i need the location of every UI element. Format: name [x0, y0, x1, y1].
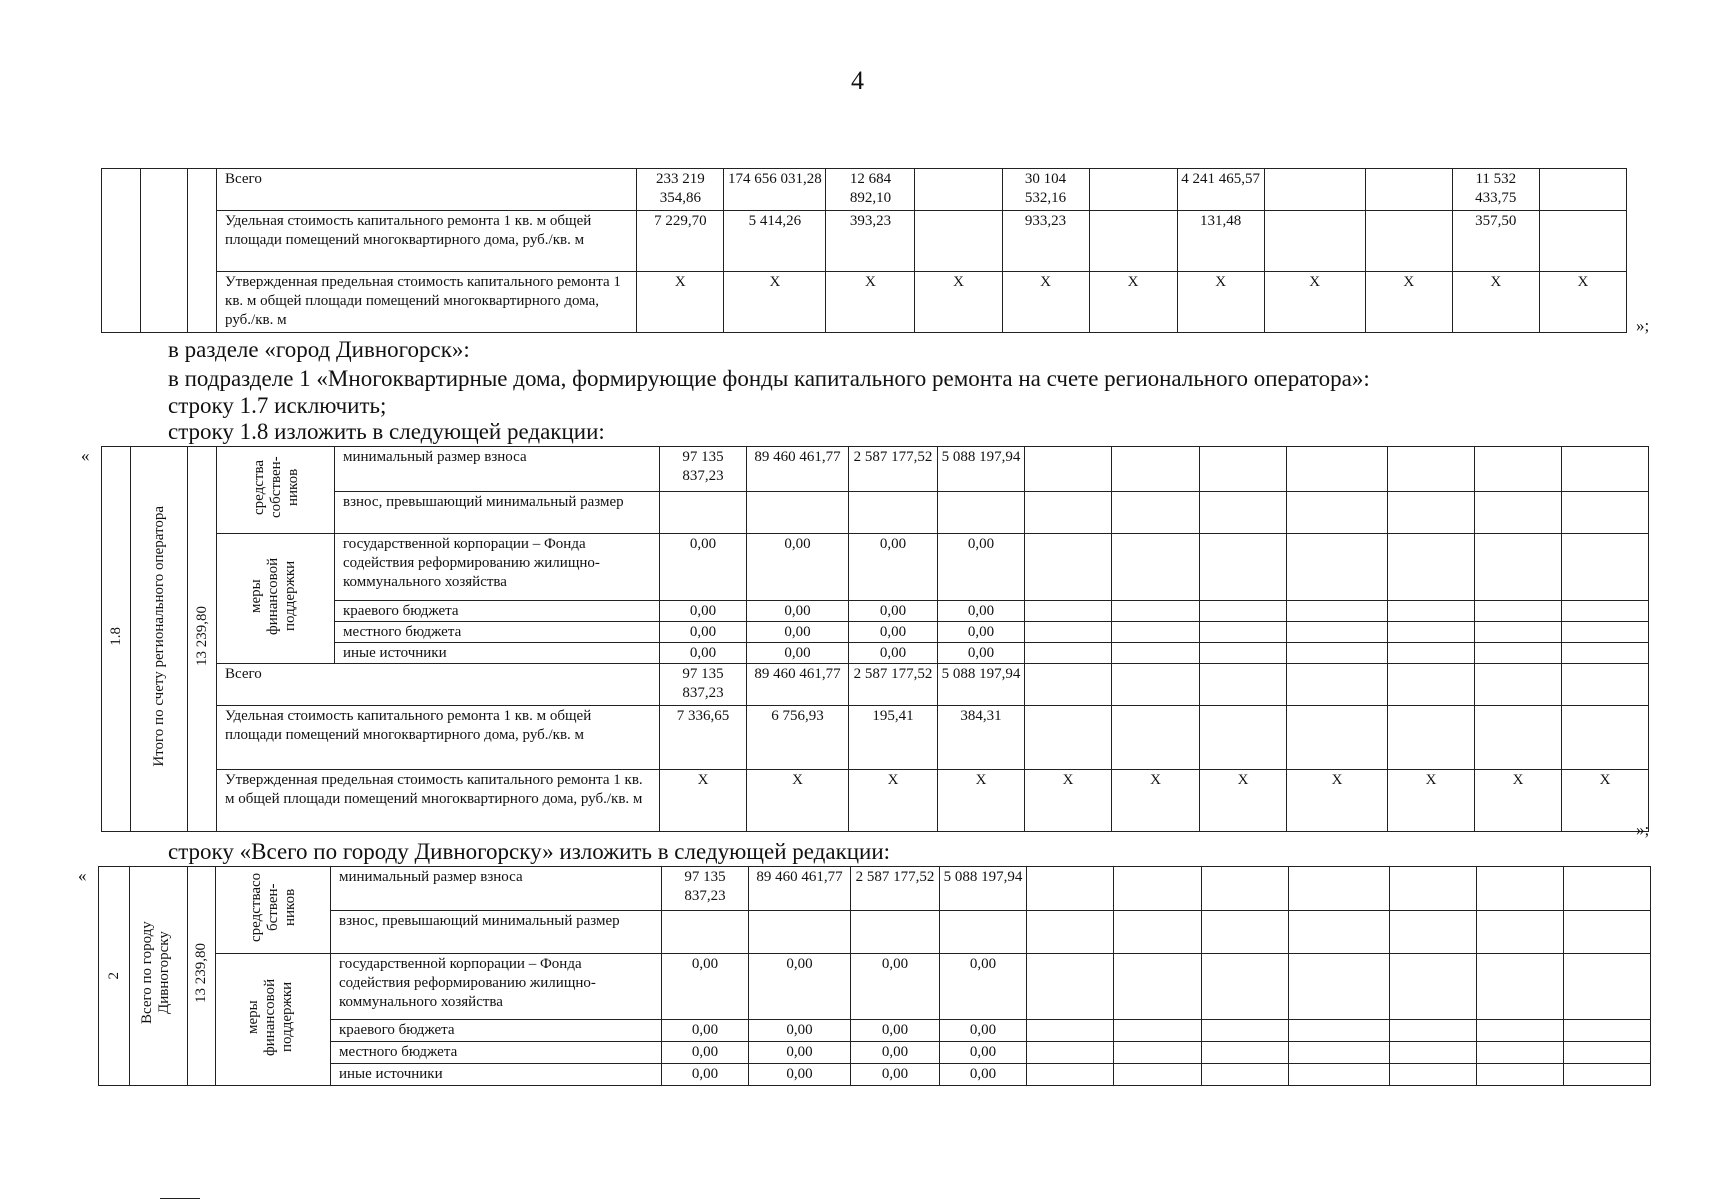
- empty-cell: [1388, 601, 1475, 622]
- value-cell: 0,00: [660, 643, 747, 664]
- value-cell: 0,00: [747, 534, 849, 601]
- empty-cell: [1202, 1064, 1289, 1086]
- empty-cell: [1564, 867, 1651, 911]
- value-cell: 0,00: [940, 1064, 1027, 1086]
- value-cell: 5 088 197,94: [938, 447, 1025, 492]
- num-cell: [102, 169, 141, 333]
- empty-cell: [1202, 911, 1289, 954]
- value-cell: [1089, 211, 1177, 272]
- value-cell: 0,00: [938, 534, 1025, 601]
- empty-cell: [1562, 491, 1649, 534]
- empty-cell: [1477, 954, 1564, 1020]
- empty-cell: [1564, 911, 1651, 954]
- value-cell: 5 088 197,94: [938, 664, 1025, 706]
- value-cell: 195,41: [849, 706, 938, 770]
- row-number: 2: [99, 867, 130, 1086]
- value-cell: 89 460 461,77: [747, 664, 849, 706]
- empty-cell: [1562, 643, 1649, 664]
- empty-cell: [1114, 1020, 1202, 1042]
- empty-cell: [1562, 622, 1649, 643]
- table-row: [99, 1042, 1651, 1064]
- empty-cell: [1562, 601, 1649, 622]
- value-cell: X: [938, 770, 1025, 832]
- empty-cell: [1025, 447, 1112, 492]
- value-cell: 6 756,93: [747, 706, 849, 770]
- value-cell: [1539, 211, 1626, 272]
- value-cell: 0,00: [940, 1020, 1027, 1042]
- empty-cell: [1289, 1042, 1390, 1064]
- table-total-city: [98, 866, 1651, 1086]
- table-row: [102, 770, 1649, 832]
- empty-cell: [1025, 534, 1112, 601]
- value-cell: 89 460 461,77: [747, 447, 849, 492]
- value-cell: 97 135 837,23: [660, 664, 747, 706]
- value-cell: 357,50: [1452, 211, 1539, 272]
- value-cell: 12 684 892,10: [826, 169, 915, 211]
- value-cell: 0,00: [660, 534, 747, 601]
- empty-cell: [1202, 954, 1289, 1020]
- value-cell: X: [826, 272, 915, 333]
- empty-cell: [1390, 867, 1477, 911]
- row-label: иные источники: [335, 643, 660, 664]
- empty-cell: [1475, 601, 1562, 622]
- value-cell: X: [849, 770, 938, 832]
- value-cell: 2 587 177,52: [849, 664, 938, 706]
- table-row: [102, 706, 1649, 770]
- empty-cell: [1287, 706, 1388, 770]
- empty-cell: [1287, 447, 1388, 492]
- owners-funds-group: средства собствен-ников: [217, 447, 335, 534]
- value-cell: [1365, 169, 1452, 211]
- value-cell: X: [747, 770, 849, 832]
- empty-cell: [1025, 643, 1112, 664]
- value-cell: X: [637, 272, 724, 333]
- empty-cell: [1562, 534, 1649, 601]
- area-value: 13 239,80: [188, 447, 217, 832]
- value-cell: X: [1264, 272, 1365, 333]
- empty-cell: [1287, 664, 1388, 706]
- empty-cell: [1112, 706, 1200, 770]
- value-cell: 131,48: [1177, 211, 1264, 272]
- value-cell: 5 414,26: [724, 211, 826, 272]
- row-name: Всего по городу Дивногорску: [130, 867, 188, 1086]
- value-cell: [915, 211, 1002, 272]
- empty-cell: [1562, 706, 1649, 770]
- value-cell: X: [1562, 770, 1649, 832]
- value-cell: [662, 911, 749, 954]
- empty-cell: [1289, 867, 1390, 911]
- empty-cell: [1025, 601, 1112, 622]
- value-cell: 0,00: [749, 954, 851, 1020]
- value-cell: [1264, 211, 1365, 272]
- empty-cell: [1564, 1064, 1651, 1086]
- empty-cell: [1027, 1042, 1114, 1064]
- table-row: [102, 272, 1627, 333]
- row-label: Удельная стоимость капитального ремонта 1 кв. м общей площади помещений многоквартирного дома, руб./кв. м: [217, 706, 660, 770]
- empty-cell: [1564, 1042, 1651, 1064]
- value-cell: 0,00: [660, 622, 747, 643]
- empty-cell: [1388, 706, 1475, 770]
- empty-cell: [1289, 954, 1390, 1020]
- row-label: государственной корпорации – Фонда содействия реформированию жилищно-коммунального хозяйства: [335, 534, 660, 601]
- paragraph-row-total-city: строку «Всего по городу Дивногорску» изложить в следующей редакции:: [168, 839, 891, 864]
- value-cell: [851, 911, 940, 954]
- value-cell: 0,00: [849, 601, 938, 622]
- value-cell: 0,00: [662, 1042, 749, 1064]
- paragraph-subsection: в подразделе 1 «Многоквартирные дома, формирующие фонды капитального ремонта на счете регионального оператора»:: [168, 366, 1370, 391]
- empty-cell: [1390, 1042, 1477, 1064]
- value-cell: 97 135 837,23: [662, 867, 749, 911]
- table-continuation: [101, 168, 1627, 333]
- value-cell: 2 587 177,52: [849, 447, 938, 492]
- empty-cell: [1025, 664, 1112, 706]
- value-cell: X: [1287, 770, 1388, 832]
- value-cell: 11 532 433,75: [1452, 169, 1539, 211]
- value-cell: 97 135 837,23: [660, 447, 747, 492]
- empty-cell: [1388, 534, 1475, 601]
- empty-cell: [1027, 911, 1114, 954]
- empty-cell: [1200, 643, 1287, 664]
- value-cell: 233 219 354,86: [637, 169, 724, 211]
- table-row: [102, 643, 1649, 664]
- owners-funds-group: средствасо бствен-ников: [216, 867, 331, 954]
- value-cell: 0,00: [749, 1042, 851, 1064]
- value-cell: 0,00: [749, 1064, 851, 1086]
- row-label: Всего: [217, 664, 660, 706]
- value-cell: 0,00: [747, 601, 849, 622]
- value-cell: X: [915, 272, 1002, 333]
- row-label: Утвержденная предельная стоимость капитального ремонта 1 кв. м общей площади помещений многоквартирного дома, руб./кв. м: [217, 272, 637, 333]
- empty-cell: [1112, 491, 1200, 534]
- paragraph-section: в разделе «город Дивногорск»:: [168, 337, 470, 362]
- value-cell: 0,00: [849, 643, 938, 664]
- empty-cell: [1390, 954, 1477, 1020]
- table-row: [99, 1020, 1651, 1042]
- value-cell: 0,00: [938, 643, 1025, 664]
- empty-cell: [1114, 1064, 1202, 1086]
- value-cell: X: [1475, 770, 1562, 832]
- value-cell: 0,00: [940, 954, 1027, 1020]
- value-cell: [915, 169, 1002, 211]
- empty-cell: [1388, 491, 1475, 534]
- table-row: [99, 867, 1651, 911]
- value-cell: X: [1539, 272, 1626, 333]
- row-label: Утвержденная предельная стоимость капитального ремонта 1 кв. м общей площади помещений многоквартирного дома, руб./кв. м: [217, 770, 660, 832]
- row-label: минимальный размер взноса: [335, 447, 660, 492]
- value-cell: [1365, 211, 1452, 272]
- value-cell: [849, 491, 938, 534]
- empty-cell: [1202, 867, 1289, 911]
- value-cell: [1264, 169, 1365, 211]
- value-cell: 0,00: [747, 643, 849, 664]
- empty-cell: [1562, 664, 1649, 706]
- empty-cell: [1564, 1020, 1651, 1042]
- value-cell: 2 587 177,52: [851, 867, 940, 911]
- value-cell: X: [1365, 272, 1452, 333]
- value-cell: 0,00: [662, 1064, 749, 1086]
- value-cell: 0,00: [662, 1020, 749, 1042]
- table-row: [102, 169, 1627, 211]
- empty-cell: [1287, 601, 1388, 622]
- empty-cell: [1388, 664, 1475, 706]
- value-cell: 384,31: [938, 706, 1025, 770]
- value-cell: 0,00: [851, 1042, 940, 1064]
- value-cell: 7 229,70: [637, 211, 724, 272]
- empty-cell: [1112, 664, 1200, 706]
- empty-cell: [1390, 911, 1477, 954]
- empty-cell: [1477, 1064, 1564, 1086]
- table-row: [102, 622, 1649, 643]
- row-number: 1.8: [102, 447, 131, 832]
- table-row: [99, 954, 1651, 1020]
- empty-cell: [1477, 911, 1564, 954]
- table-row-1-8: [101, 446, 1649, 832]
- empty-cell: [1289, 1064, 1390, 1086]
- row-label: Всего: [217, 169, 637, 211]
- empty-cell: [1287, 491, 1388, 534]
- row-label: краевого бюджета: [335, 601, 660, 622]
- empty-cell: [1388, 622, 1475, 643]
- table-row: [102, 534, 1649, 601]
- empty-cell: [1114, 954, 1202, 1020]
- value-cell: [1539, 169, 1626, 211]
- area-value: 13 239,80: [188, 867, 216, 1086]
- empty-cell: [1112, 643, 1200, 664]
- row-label: местного бюджета: [335, 622, 660, 643]
- empty-cell: [1200, 601, 1287, 622]
- empty-cell: [1114, 867, 1202, 911]
- empty-cell: [1475, 447, 1562, 492]
- financial-support-group: меры финансовой поддержки: [216, 954, 331, 1086]
- close-quote: »;: [1636, 820, 1650, 839]
- empty-cell: [1112, 534, 1200, 601]
- empty-cell: [1112, 622, 1200, 643]
- empty-cell: [1477, 1020, 1564, 1042]
- value-cell: X: [660, 770, 747, 832]
- value-cell: 5 088 197,94: [940, 867, 1027, 911]
- empty-cell: [1475, 664, 1562, 706]
- value-cell: X: [1200, 770, 1287, 832]
- table-row: [99, 911, 1651, 954]
- value-cell: 0,00: [849, 534, 938, 601]
- empty-cell: [1475, 534, 1562, 601]
- empty-cell: [1114, 911, 1202, 954]
- value-cell: 933,23: [1002, 211, 1089, 272]
- empty-cell: [1564, 954, 1651, 1020]
- row-label: местного бюджета: [331, 1042, 662, 1064]
- row-label: иные источники: [331, 1064, 662, 1086]
- empty-cell: [1475, 706, 1562, 770]
- empty-cell: [1027, 1064, 1114, 1086]
- value-cell: [747, 491, 849, 534]
- empty-cell: [1200, 622, 1287, 643]
- value-cell: X: [1388, 770, 1475, 832]
- empty-cell: [1027, 954, 1114, 1020]
- empty-cell: [1477, 1042, 1564, 1064]
- value-cell: [938, 491, 1025, 534]
- footnote-line: [160, 1198, 200, 1199]
- empty-cell: [1287, 622, 1388, 643]
- row-label: Удельная стоимость капитального ремонта 1 кв. м общей площади помещений многоквартирного дома, руб./кв. м: [217, 211, 637, 272]
- empty-cell: [1200, 534, 1287, 601]
- value-cell: [1089, 169, 1177, 211]
- row-label: взнос, превышающий минимальный размер: [331, 911, 662, 954]
- empty-cell: [1390, 1064, 1477, 1086]
- open-quote: «: [78, 866, 87, 885]
- empty-cell: [1200, 664, 1287, 706]
- table-row: [102, 601, 1649, 622]
- value-cell: [660, 491, 747, 534]
- value-cell: 0,00: [938, 601, 1025, 622]
- value-cell: 0,00: [660, 601, 747, 622]
- page-number: 4: [851, 66, 864, 95]
- empty-cell: [1475, 491, 1562, 534]
- empty-cell: [1287, 643, 1388, 664]
- value-cell: 4 241 465,57: [1177, 169, 1264, 211]
- paragraph-exclude: строку 1.7 исключить;: [168, 393, 387, 418]
- open-quote: «: [81, 446, 90, 465]
- empty-cell: [1114, 1042, 1202, 1064]
- value-cell: 0,00: [938, 622, 1025, 643]
- table-row: [99, 1064, 1651, 1086]
- paragraph-row-1-8: строку 1.8 изложить в следующей редакции:: [168, 419, 605, 444]
- value-cell: 174 656 031,28: [724, 169, 826, 211]
- value-cell: X: [1452, 272, 1539, 333]
- empty-cell: [1562, 447, 1649, 492]
- empty-cell: [1289, 1020, 1390, 1042]
- value-cell: X: [1089, 272, 1177, 333]
- empty-cell: [1388, 447, 1475, 492]
- empty-cell: [1202, 1042, 1289, 1064]
- empty-cell: [1477, 867, 1564, 911]
- empty-cell: [1200, 447, 1287, 492]
- value-cell: 30 104 532,16: [1002, 169, 1089, 211]
- value-cell: [749, 911, 851, 954]
- table-row: [102, 491, 1649, 534]
- row-label: минимальный размер взноса: [331, 867, 662, 911]
- empty-cell: [1289, 911, 1390, 954]
- value-cell: 0,00: [940, 1042, 1027, 1064]
- table-row: [102, 211, 1627, 272]
- table-row: [102, 447, 1649, 492]
- value-cell: [940, 911, 1027, 954]
- value-cell: 0,00: [851, 1064, 940, 1086]
- row-label: краевого бюджета: [331, 1020, 662, 1042]
- row-label: государственной корпорации – Фонда содействия реформированию жилищно-коммунального хозяйства: [331, 954, 662, 1020]
- value-cell: 0,00: [747, 622, 849, 643]
- value-cell: 0,00: [662, 954, 749, 1020]
- empty-cell: [1200, 706, 1287, 770]
- value-cell: X: [724, 272, 826, 333]
- value-cell: 393,23: [826, 211, 915, 272]
- value-cell: X: [1112, 770, 1200, 832]
- empty-cell: [1027, 1020, 1114, 1042]
- value-cell: 89 460 461,77: [749, 867, 851, 911]
- financial-support-group: меры финансовой поддержки: [217, 534, 335, 664]
- empty-cell: [1287, 534, 1388, 601]
- area-cell: [188, 169, 217, 333]
- empty-cell: [1112, 447, 1200, 492]
- empty-cell: [1025, 706, 1112, 770]
- empty-cell: [1475, 643, 1562, 664]
- empty-cell: [1202, 1020, 1289, 1042]
- value-cell: X: [1002, 272, 1089, 333]
- value-cell: 0,00: [849, 622, 938, 643]
- value-cell: X: [1025, 770, 1112, 832]
- empty-cell: [1025, 491, 1112, 534]
- value-cell: 0,00: [851, 1020, 940, 1042]
- empty-cell: [1388, 643, 1475, 664]
- value-cell: 7 336,65: [660, 706, 747, 770]
- empty-cell: [1200, 491, 1287, 534]
- value-cell: X: [1177, 272, 1264, 333]
- row-name: Итого по счету регионального оператора: [131, 447, 188, 832]
- empty-cell: [1390, 1020, 1477, 1042]
- name-cell: [141, 169, 188, 333]
- table-row: [102, 664, 1649, 706]
- empty-cell: [1475, 622, 1562, 643]
- empty-cell: [1112, 601, 1200, 622]
- value-cell: 0,00: [851, 954, 940, 1020]
- value-cell: 0,00: [749, 1020, 851, 1042]
- empty-cell: [1025, 622, 1112, 643]
- empty-cell: [1027, 867, 1114, 911]
- row-label: взнос, превышающий минимальный размер: [335, 491, 660, 534]
- close-quote: »;: [1636, 316, 1650, 335]
